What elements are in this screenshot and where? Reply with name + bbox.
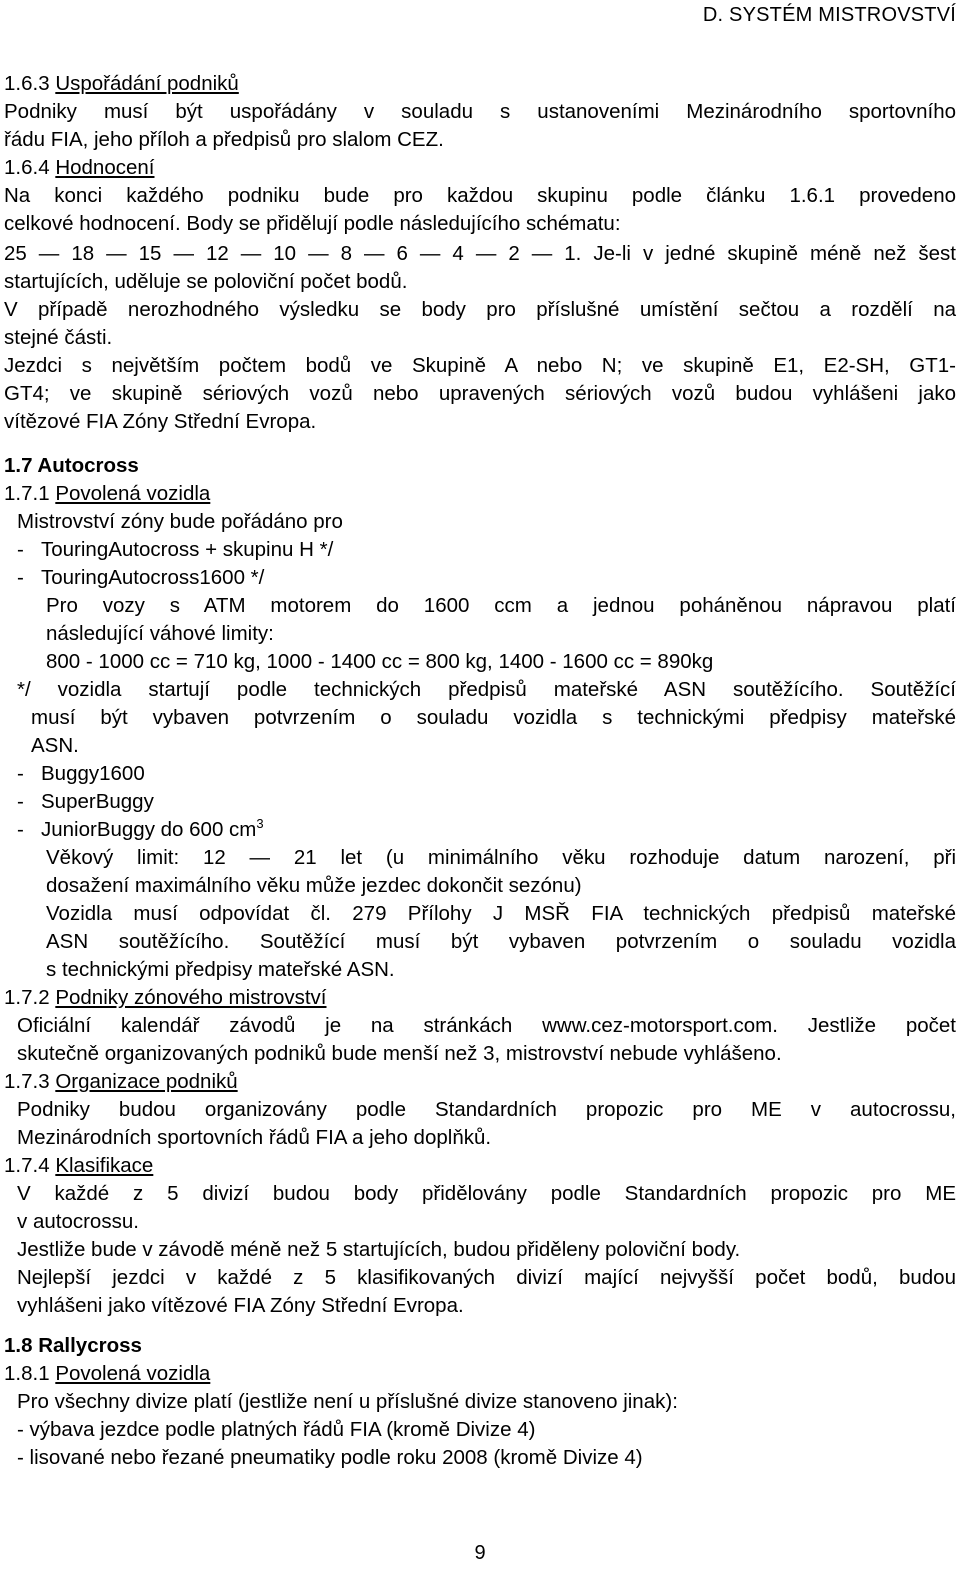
section-title: Organizace podniků xyxy=(55,1070,238,1093)
list-item-text: TouringAutocross + skupinu H */ xyxy=(41,538,334,561)
section-title: Klasifikace xyxy=(55,1154,154,1177)
paragraph-line: GT4; ve skupině sériových vozů nebo upravených sériových vozů budou vyhlášeni jako xyxy=(4,382,956,405)
list-item xyxy=(17,788,154,816)
list-item-text: TouringAutocross1600 */ xyxy=(41,566,265,589)
paragraph-line: Jezdci s největším počtem bodů ve Skupině A nebo N; ve skupině E1, E2-SH, GT1- xyxy=(4,354,956,377)
section-number: 1.7.4 xyxy=(4,1154,50,1177)
paragraph-line: stejné části. xyxy=(4,326,113,349)
section-1-6-3-heading xyxy=(4,70,239,98)
paragraph-line: ASN soutěžícího. Soutěžící musí být vybaven potvrzením o souladu vozidla xyxy=(46,930,956,953)
page-number: 9 xyxy=(474,1542,486,1564)
paragraph-line: Podniky musí být uspořádány v souladu s ustanoveními Mezinárodního sportovního xyxy=(4,100,956,123)
list-item xyxy=(17,564,264,592)
section-1-6-4-heading xyxy=(4,154,154,182)
paragraph-line: řádu FIA, jeho příloh a předpisů pro slalom CEZ. xyxy=(4,128,444,151)
weight-limits-line: 800 - 1000 cc = 710 kg, 1000 - 1400 cc = 800 kg, 1400 - 1600 cc = 890kg xyxy=(46,650,714,673)
list-item-text: SuperBuggy xyxy=(41,790,154,813)
list-dash: - xyxy=(17,538,24,561)
note-line: ASN. xyxy=(31,734,79,757)
list-dash: - xyxy=(17,762,24,785)
paragraph-line: následující váhové limity: xyxy=(46,622,274,645)
note-line: */ vozidla startují podle technických předpisů mateřské ASN soutěžícího. Soutěžící xyxy=(17,678,956,701)
list-item-text: JuniorBuggy do 600 cm xyxy=(41,818,257,841)
superscript: 3 xyxy=(256,816,264,832)
paragraph-line: Podniky budou organizovány podle Standardních propozic pro ME v autocrossu, xyxy=(17,1098,956,1121)
list-dash: - xyxy=(17,818,24,841)
list-item xyxy=(17,816,264,844)
section-1-8-heading: 1.8 Rallycross xyxy=(4,1334,142,1357)
paragraph-line: dosažení maximálního věku může jezdec dokončit sezónu) xyxy=(46,874,582,897)
paragraph-line: Jestliže bude v závodě méně než 5 startujících, budou přiděleny poloviční body. xyxy=(17,1238,741,1261)
points-scheme-line: 25 — 18 — 15 — 12 — 10 — 8 — 6 — 4 — 2 — 1. Je-li v jedné skupině méně než šest xyxy=(4,242,956,265)
section-title: Povolená vozidla xyxy=(55,1362,211,1385)
section-number: 1.7.1 xyxy=(4,482,50,505)
section-number: 1.7.2 xyxy=(4,986,50,1009)
paragraph-line: vyhlášeni jako vítězové FIA Zóny Střední Evropa. xyxy=(17,1294,464,1317)
section-number: 1.6.3 xyxy=(4,72,50,95)
paragraph-line: Nejlepší jezdci v každé z 5 klasifikovaných divizí mající nejvyšší počet bodů, budou xyxy=(17,1266,956,1289)
section-title: Povolená vozidla xyxy=(55,482,211,505)
paragraph-line: Oficiální kalendář závodů je na stránkách www.cez-motorsport.com. Jestliže počet xyxy=(17,1014,956,1037)
paragraph-line: celkové hodnocení. Body se přidělují podle následujícího schématu: xyxy=(4,212,621,235)
section-number: 1.6.4 xyxy=(4,156,50,179)
section-1-7-4-heading xyxy=(4,1152,153,1180)
paragraph-line: v autocrossu. xyxy=(17,1210,139,1233)
paragraph-line: Na konci každého podniku bude pro každou skupinu podle článku 1.6.1 provedeno xyxy=(4,184,956,207)
paragraph-line: Mezinárodních sportovních řádů FIA a jeho doplňků. xyxy=(17,1126,492,1149)
section-title: Hodnocení xyxy=(55,156,155,179)
section-1-7-3-heading xyxy=(4,1068,238,1096)
section-1-7-2-heading xyxy=(4,984,327,1012)
section-1-8-1-heading xyxy=(4,1360,210,1388)
note-line: musí být vybaven potvrzením o souladu vozidla s technickými předpisy mateřské xyxy=(31,706,956,729)
section-1-7-1-heading xyxy=(4,480,210,508)
section-title: Uspořádání podniků xyxy=(55,72,239,95)
paragraph-line: Pro všechny divize platí (jestliže není u příslušné divize stanoveno jinak): xyxy=(17,1390,678,1413)
list-dash: - xyxy=(17,790,24,813)
paragraph-line: skutečně organizovaných podniků bude menší než 3, mistrovství nebude vyhlášeno. xyxy=(17,1042,782,1065)
paragraph-line: Pro vozy s ATM motorem do 1600 ccm a jednou poháněnou nápravou platí xyxy=(46,594,956,617)
paragraph-line: Mistrovství zóny bude pořádáno pro xyxy=(17,510,343,533)
page-header: D. SYSTÉM MISTROVSTVÍ xyxy=(702,4,956,26)
paragraph-line: V každé z 5 divizí budou body přidělovány podle Standardních propozic pro ME xyxy=(17,1182,956,1205)
paragraph-line: V případě nerozhodného výsledku se body pro příslušné umístění sečtou a rozdělí na xyxy=(4,298,956,321)
list-item xyxy=(17,536,333,564)
section-title: Podniky zónového mistrovství xyxy=(55,986,327,1009)
list-dash: - xyxy=(17,566,24,589)
list-item: - výbava jezdce podle platných řádů FIA (kromě Divize 4) xyxy=(17,1418,536,1441)
list-item-text: Buggy1600 xyxy=(41,762,145,785)
section-number: 1.8.1 xyxy=(4,1362,50,1385)
section-number: 1.7.3 xyxy=(4,1070,50,1093)
list-item xyxy=(17,760,145,788)
paragraph-line: Věkový limit: 12 — 21 let (u minimálního věku rozhoduje datum narození, při xyxy=(46,846,956,869)
paragraph-line: s technickými předpisy mateřské ASN. xyxy=(46,958,395,981)
paragraph-line: Vozidla musí odpovídat čl. 279 Přílohy J MSŘ FIA technických předpisů mateřské xyxy=(46,902,956,925)
section-1-7-heading: 1.7 Autocross xyxy=(4,454,139,477)
paragraph-line: startujících, uděluje se poloviční počet bodů. xyxy=(4,270,408,293)
list-item: - lisované nebo řezané pneumatiky podle roku 2008 (kromě Divize 4) xyxy=(17,1446,643,1469)
paragraph-line: vítězové FIA Zóny Střední Evropa. xyxy=(4,410,317,433)
